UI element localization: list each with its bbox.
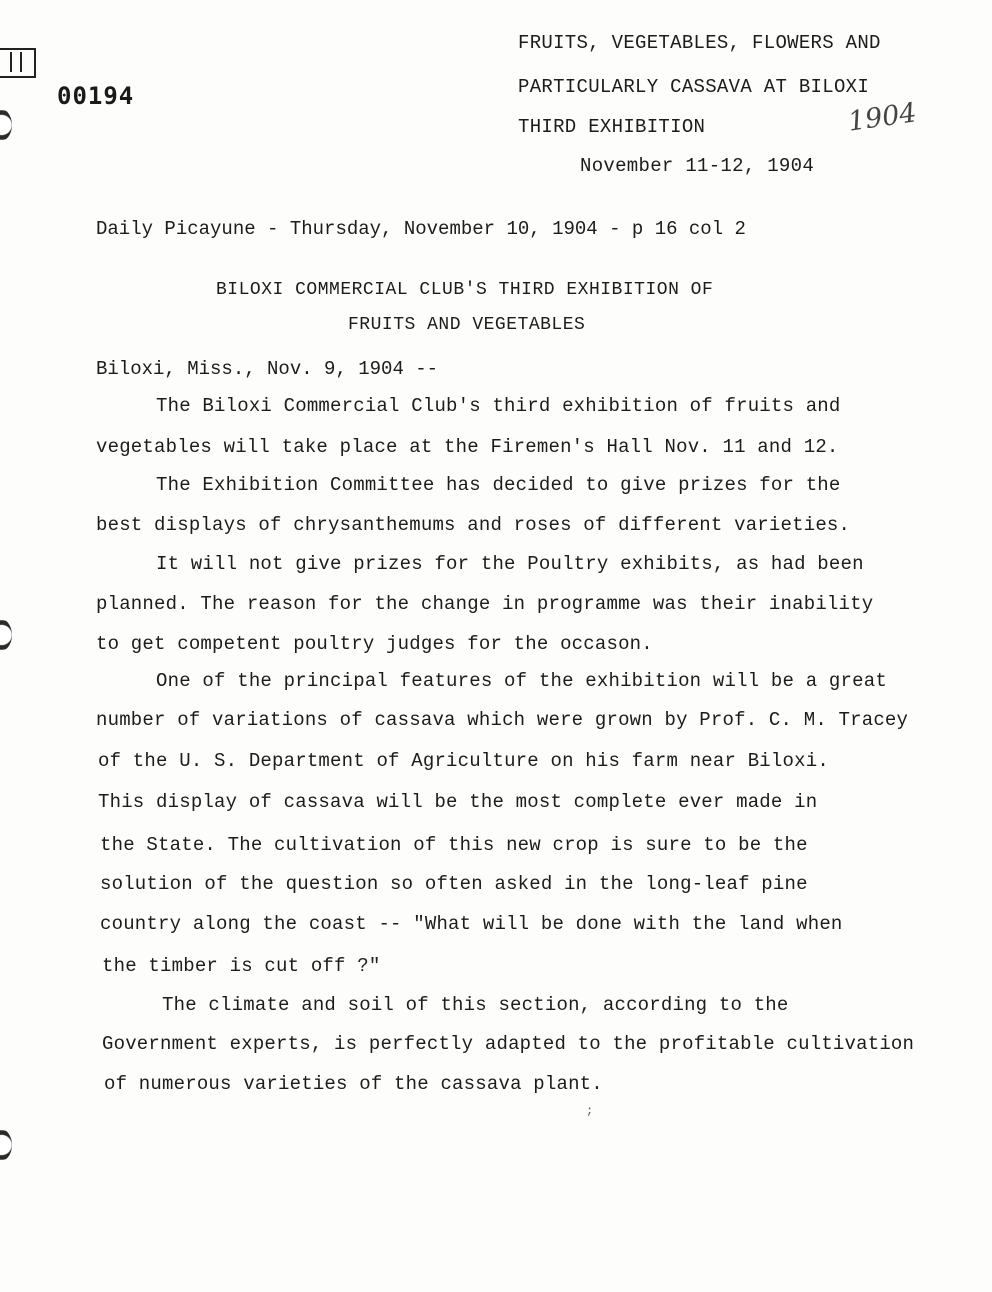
article-title-line-2: FRUITS AND VEGETABLES — [348, 315, 586, 335]
body-line: One of the principal features of the exhibition will be a great — [156, 670, 887, 692]
body-line: solution of the question so often asked in the long-leaf pine — [100, 873, 808, 895]
body-line: The Exhibition Committee has decided to give prizes for the — [156, 474, 841, 496]
body-line: of the U. S. Department of Agriculture on his farm near Biloxi. — [98, 750, 829, 772]
body-line: The Biloxi Commercial Club's third exhibition of fruits and — [156, 395, 841, 417]
box-mark-icon — [0, 48, 36, 78]
body-line: This display of cassava will be the most complete ever made in — [98, 791, 818, 813]
punch-hole-icon — [0, 618, 12, 652]
dateline: Biloxi, Miss., Nov. 9, 1904 -- — [96, 358, 439, 380]
body-line: planned. The reason for the change in programme was their inability — [96, 593, 874, 615]
body-line: vegetables will take place at the Firemen's Hall Nov. 11 and 12. — [96, 436, 839, 458]
body-line: country along the coast -- "What will be done with the land when — [100, 913, 843, 935]
body-line: the timber is cut off ?" — [102, 955, 381, 977]
source-citation: Daily Picayune - Thursday, November 10, 1904 - p 16 col 2 — [96, 218, 746, 240]
punch-hole-icon — [0, 1128, 12, 1162]
body-line: The climate and soil of this section, according to the — [162, 994, 789, 1016]
body-line: number of variations of cassava which were grown by Prof. C. M. Tracey — [96, 709, 909, 731]
body-line: to get competent poultry judges for the occason. — [96, 633, 653, 655]
header-line-1: FRUITS, VEGETABLES, FLOWERS AND — [518, 32, 881, 54]
body-line: of numerous varieties of the cassava plant. — [104, 1073, 603, 1095]
document-number: 00194 — [57, 82, 135, 110]
handwritten-year: 1904 — [846, 97, 919, 138]
ink-mark-icon: ; — [586, 1104, 594, 1118]
article-title-line-1: BILOXI COMMERCIAL CLUB'S THIRD EXHIBITION OF — [216, 280, 714, 300]
body-line: the State. The cultivation of this new crop is sure to be the — [100, 834, 808, 856]
header-line-2: PARTICULARLY CASSAVA AT BILOXI — [518, 76, 870, 98]
header-line-3: THIRD EXHIBITION — [518, 116, 706, 138]
header-date: November 11-12, 1904 — [580, 155, 815, 177]
body-line: best displays of chrysanthemums and roses of different varieties. — [96, 514, 851, 536]
body-line: It will not give prizes for the Poultry exhibits, as had been — [156, 553, 864, 575]
punch-hole-icon — [0, 108, 12, 142]
body-line: Government experts, is perfectly adapted to the profitable cultivation — [102, 1033, 915, 1055]
